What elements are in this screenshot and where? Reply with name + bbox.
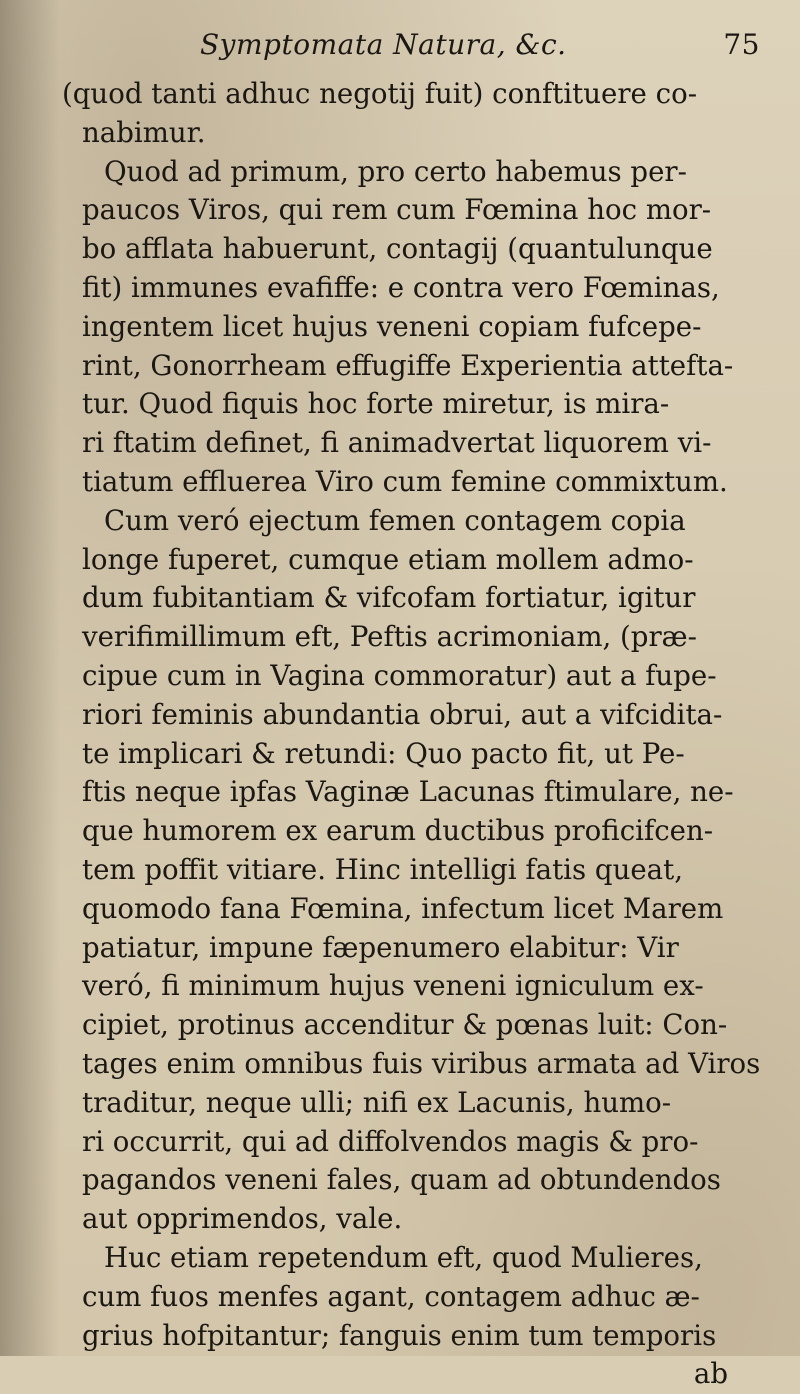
page-number: 75: [723, 28, 760, 61]
text-line: ftis neque ipfas Vaginæ Lacunas ftimulare, ne-: [82, 775, 734, 809]
text-line: veró, fi minimum hujus veneni igniculum ex-: [82, 969, 704, 1003]
text-line: dum fubitantiam & vifcofam fortiatur, igitur: [82, 581, 696, 615]
text-line: traditur, neque ulli; nifi ex Lacunis, humo-: [82, 1085, 672, 1119]
text-line: (quod tanti adhuc negotij fuit) conftituere co-: [62, 77, 698, 110]
text-line: quomodo fana Fœmina, infectum licet Marem: [82, 891, 724, 925]
catchword: ab: [693, 1357, 728, 1391]
text-line: aut opprimendos, vale.: [82, 1202, 403, 1236]
text-line: tiatum effluerea Viro cum femine commixtum.: [82, 464, 728, 498]
text-line: rint, Gonorrheam effugiffe Experientia attefta-: [82, 348, 734, 382]
text-line: grius hofpitantur; fanguis enim tum temporis: [82, 1318, 717, 1352]
text-line: nabimur.: [82, 115, 206, 149]
text-line: tem poffit vitiare. Hinc intelligi fatis queat,: [82, 852, 683, 886]
text-line: longe fuperet, cumque etiam mollem admo-: [82, 542, 694, 576]
text-line: ri ftatim definet, fi animadvertat liquorem vi-: [82, 426, 712, 460]
text-line: ri occurrit, qui ad diffolvendos magis & pro-: [82, 1124, 699, 1158]
text-line: Cum veró ejectum femen contagem copia: [104, 503, 686, 537]
text-line: verifimillimum eft, Peftis acrimoniam, (præ-: [82, 620, 697, 654]
running-head: Symptomata Natura, &c.: [200, 28, 567, 61]
text-line: paucos Viros, qui rem cum Fœmina hoc mor-: [82, 193, 712, 227]
text-line: tur. Quod fiquis hoc forte miretur, is mira-: [82, 387, 670, 421]
text-line: cipue cum in Vagina commoratur) aut a fupe-: [82, 658, 717, 692]
text-line: cum fuos menfes agant, contagem adhuc æ-: [82, 1279, 700, 1313]
text-line: que humorem ex earum ductibus proficifcen-: [82, 814, 714, 848]
text-line: riori feminis abundantia obrui, aut a vifcidita-: [82, 697, 723, 731]
text-line: Huc etiam repetendum eft, quod Mulieres,: [104, 1240, 703, 1274]
text-line: tages enim omnibus fuis viribus armata ad Viros: [82, 1046, 761, 1080]
text-line: ingentem licet hujus veneni copiam fufcepe-: [82, 309, 702, 343]
text-line: fit) immunes evafiffe: e contra vero Fœminas,: [82, 270, 720, 304]
text-line: cipiet, protinus accenditur & pœnas luit: Con-: [82, 1008, 728, 1042]
page-header: [200, 28, 760, 68]
text-line: te implicari & retundi: Quo pacto fit, ut Pe-: [82, 736, 685, 770]
body-text: [62, 75, 768, 1394]
text-line: patiatur, impune fæpenumero elabitur: Vir: [82, 930, 679, 964]
text-line: bo afflata habuerunt, contagij (quantulunque: [82, 232, 713, 266]
page-gutter-shadow: [0, 0, 60, 1356]
text-line: pagandos veneni fales, quam ad obtundendos: [82, 1163, 721, 1197]
text-line: Quod ad primum, pro certo habemus per-: [104, 154, 687, 188]
